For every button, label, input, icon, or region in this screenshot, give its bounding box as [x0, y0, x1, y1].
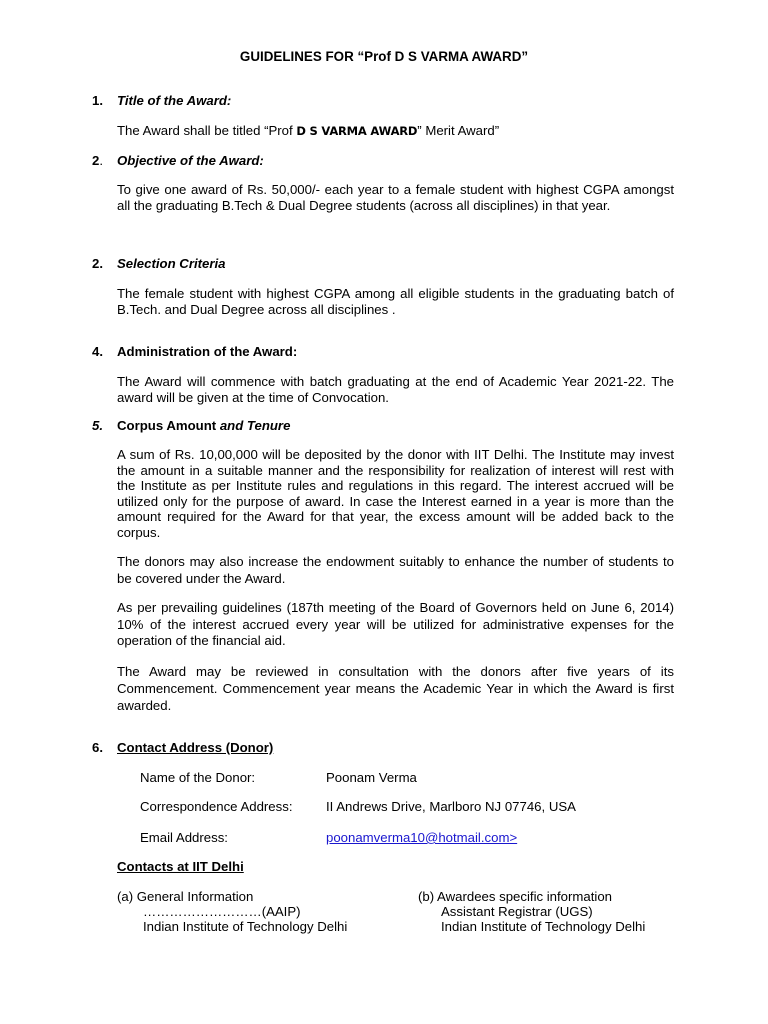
corpus-paragraph: As per prevailing guidelines (187th meeting of the Board of Governors held on June 6, 2014) 10% of the interest accrued every year will be utilized for administrative expenses for the operation of the financial aid.	[117, 600, 674, 648]
award-title-text	[117, 123, 677, 140]
donor-address-value: II Andrews Drive, Marlboro NJ 07746, USA	[326, 799, 576, 814]
award-title-post: ” Merit Award”	[417, 123, 500, 138]
section-heading: Title of the Award:	[117, 93, 232, 108]
donor-email-link[interactable]: poonamverma10@hotmail.com>	[326, 830, 518, 845]
section-number: 2.	[92, 256, 103, 271]
award-title-name: D S VARMA AWARD	[296, 124, 418, 138]
contact-a-label: (a) General Information	[117, 889, 254, 904]
donor-name-label: Name of the Donor:	[140, 770, 256, 785]
donor-email-label: Email Address:	[140, 830, 228, 845]
contact-b-label: (b) Awardees specific information	[418, 889, 612, 904]
section-heading-part: and Tenure	[219, 418, 291, 433]
award-title-pre: The Award shall be titled “Prof	[117, 123, 297, 138]
selection-paragraph: The female student with highest CGPA among all eligible students in the graduating batch of B.Tech. and Dual Degree across all disciplines .	[117, 286, 674, 317]
section-number: 6.	[92, 740, 103, 755]
donor-name-value: Poonam Verma	[326, 770, 417, 785]
section-number: 5.	[92, 418, 103, 433]
administration-paragraph: The Award will commence with batch graduating at the end of Academic Year 2021-22. The award will be given at the time of Convocation.	[117, 374, 674, 405]
contact-b-line: Assistant Registrar (UGS)	[441, 904, 593, 919]
section-heading: Selection Criteria	[117, 256, 226, 271]
section-heading: Contact Address (Donor)	[117, 740, 274, 755]
section-heading	[117, 418, 290, 434]
section-heading-part: Corpus Amount	[117, 418, 217, 433]
iit-contacts-heading: Contacts at IIT Delhi	[117, 859, 244, 874]
objective-paragraph: To give one award of Rs. 50,000/- each year to a female student with highest CGPA amongst all the graduating B.Tech & Dual Degree students (across all disciplines) in that year.	[117, 182, 674, 213]
contact-a-line: ………………………(AAIP)	[143, 904, 301, 919]
donor-address-label: Correspondence Address:	[140, 799, 293, 814]
section-heading: Objective of the Award:	[117, 153, 264, 168]
corpus-paragraph: A sum of Rs. 10,00,000 will be deposited by the donor with IIT Delhi. The Institute may invest the amount in a suitable manner and the responsibility for realization of interest will rest with the Institute as per Institute rules and regulations in this regard. The interest accrued will be utilized only for the purpose of award. In case the Interest earned in a year is more than the amount required for the Award for that year, the excess amount will be added back to the corpus.	[117, 447, 674, 540]
section-number: 4.	[92, 344, 103, 359]
corpus-paragraph: The donors may also increase the endowment suitably to enhance the number of students to be covered under the Award.	[117, 554, 674, 586]
contact-a-line: Indian Institute of Technology Delhi	[143, 919, 348, 934]
section-heading: Administration of the Award:	[117, 344, 298, 359]
contact-b-line: Indian Institute of Technology Delhi	[441, 919, 646, 934]
corpus-paragraph: The Award may be reviewed in consultation with the donors after five years of its Commencement. Commencement year means the Academic Year in which the Award is first awarded.	[117, 664, 674, 713]
section-number-punct: .	[99, 153, 104, 168]
section-number	[92, 153, 116, 169]
section-number-digit: 2	[92, 153, 100, 168]
page-title: GUIDELINES FOR “Prof D S VARMA AWARD”	[239, 49, 529, 64]
section-number: 1.	[92, 93, 103, 108]
